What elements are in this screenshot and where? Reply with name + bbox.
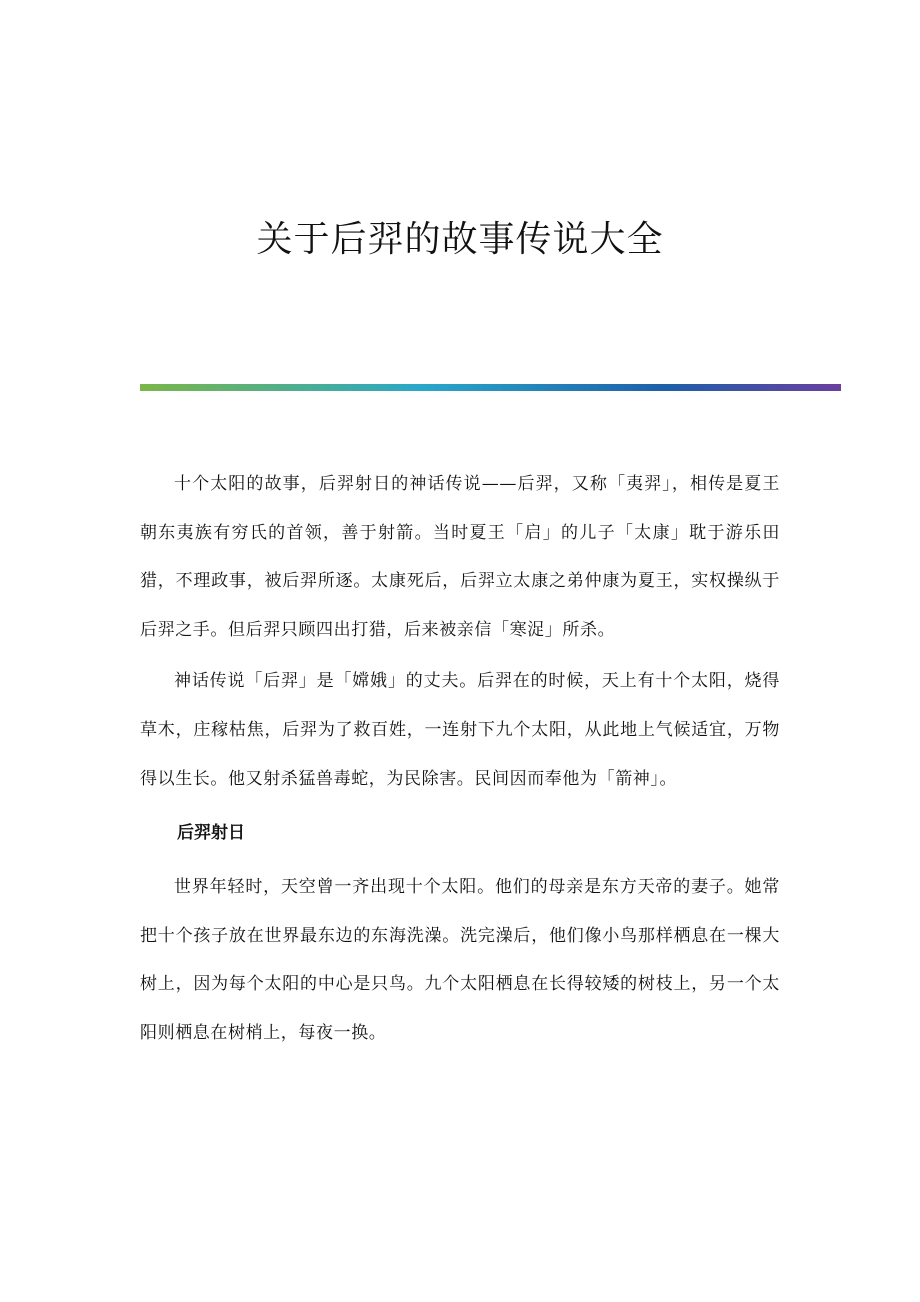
title-divider bbox=[140, 384, 841, 391]
body-paragraph: 神话传说「后羿」是「嫦娥」的丈夫。后羿在的时候，天上有十个太阳，烧得草木，庄稼枯焦，后羿为了救百姓，一连射下九个太阳，从此地上气候适宜，万物得以生长。他又射杀猛兽毒蛇，为民除害。民间因而奉他为「箭神」。 bbox=[140, 671, 780, 789]
document-title: 关于后羿的故事传说大全 bbox=[256, 219, 664, 260]
body-paragraph: 世界年轻时，天空曾一齐出现十个太阳。他们的母亲是东方天帝的妻子。她常把十个孩子放在世界最东边的东海洗澡。洗完澡后，他们像小鸟那样栖息在一棵大树上，因为每个太阳的中心是只鸟。九个太阳栖息在长得较矮的树枝上，另一个太阳则栖息在树梢上，每夜一换。 bbox=[140, 877, 780, 1043]
document-body bbox=[140, 460, 780, 1058]
body-paragraph: 十个太阳的故事，后羿射日的神话传说——后羿，又称「夷羿」，相传是夏王朝东夷族有穷氏的首领，善于射箭。当时夏王「启」的儿子「太康」耽于游乐田猎，不理政事，被后羿所逐。太康死后，后羿立太康之弟仲康为夏王，实权操纵于后羿之手。但后羿只顾四出打猎，后来被亲信「寒浞」所杀。 bbox=[140, 474, 780, 640]
section-heading: 后羿射日 bbox=[177, 823, 245, 844]
